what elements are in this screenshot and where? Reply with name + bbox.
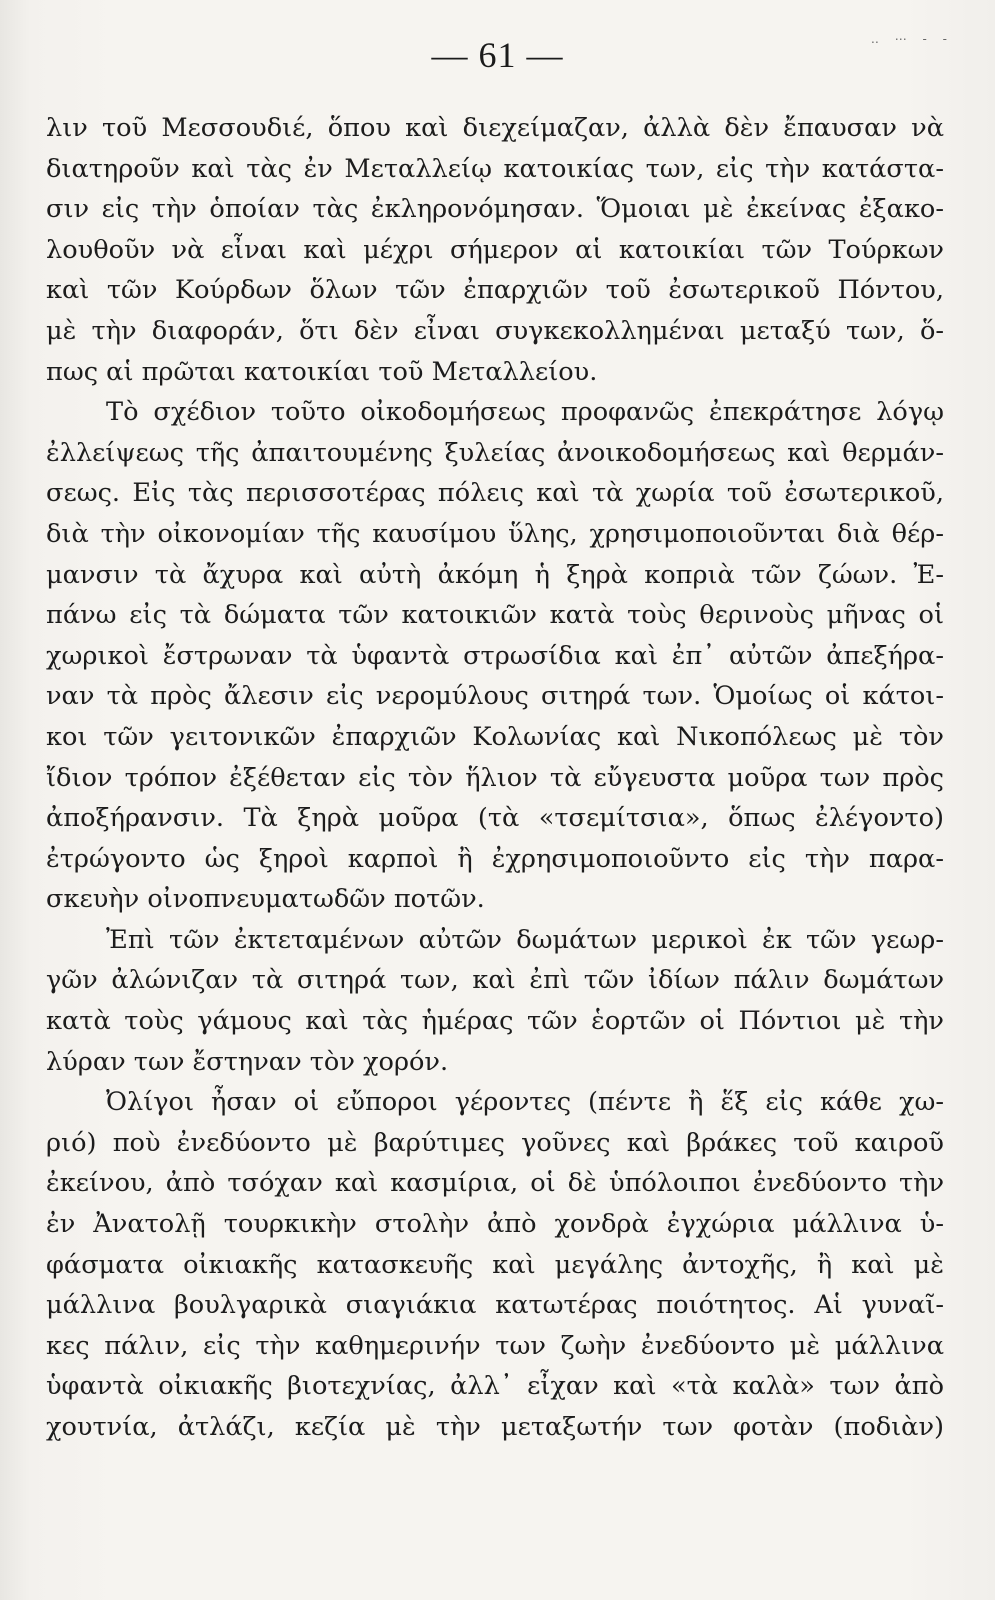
text-line: ριό) ποὺ ἐνεδύοντο μὲ βαρύτιμες γοῦνες καὶ βράκες τοῦ καιροῦ [46, 1127, 944, 1158]
text-line: κατὰ τοὺς γάμους καὶ τὰς ἡμέρας τῶν ἑορτῶν οἱ Πόντιοι μὲ τὴν [46, 1006, 944, 1037]
text-line: πως αἱ πρῶται κατοικίαι τοῦ Μεταλλείου. [46, 356, 598, 387]
text-line: χωρικοὶ ἔστρωναν τὰ ὑφαντὰ στρωσίδια καὶ ἐπ᾽ αὐτῶν ἀπεξήρα- [46, 640, 944, 671]
page-number: — 61 — [431, 35, 564, 75]
text-line: λιν τοῦ Μεσσουδιέ, ὅπου καὶ διεχείμαζαν, ἀλλὰ δὲν ἔπαυσαν νὰ [46, 113, 944, 143]
text-line: χουτνία, ἀτλάζι, κεζία μὲ τὴν μεταξωτήν των φοτὰν (ποδιὰν) [46, 1412, 944, 1442]
text-line: λύραν των ἔστηναν τὸν χορόν. [46, 1046, 449, 1077]
text-line: ἐτρώγοντο ὡς ξηροὶ καρποὶ ἢ ἐχρησιμοποιοῦντο εἰς τὴν παρα- [46, 843, 944, 874]
body-text [46, 108, 944, 1448]
text-line: πάνω εἰς τὰ δώματα τῶν κατοικιῶν κατὰ τοὺς θερινοὺς μῆνας οἱ [46, 600, 944, 631]
text-line: ναν τὰ πρὸς ἄλεσιν εἰς νερομύλους σιτηρά των. Ὁμοίως οἱ κάτοι- [46, 681, 944, 712]
text-line: Ἐπὶ τῶν ἐκτεταμένων αὐτῶν δωμάτων μερικοὶ ἐκ τῶν γεωρ- [106, 924, 944, 955]
text-line: ἀποξήρανσιν. Τὰ ξηρὰ μοῦρα (τὰ «τσεμίτσια», ὅπως ἐλέγοντο) [46, 803, 944, 834]
text-line: καὶ τῶν Κούρδων ὅλων τῶν ἐπαρχιῶν τοῦ ἐσωτερικοῦ Πόντου, [46, 275, 944, 306]
text-line: μάλλινα βουλγαρικὰ σιαγιάκια κατωτέρας ποιότητος. Αἱ γυναῖ- [46, 1290, 944, 1321]
text-line: διατηροῦν καὶ τὰς ἐν Μεταλλείῳ κατοικίας των, εἰς τὴν κατάστα- [46, 153, 944, 184]
text-line: ἐν Ἀνατολῇ τουρκικὴν στολὴν ἀπὸ χονδρὰ ἐγχώρια μάλλινα ὑ- [46, 1209, 944, 1240]
text-line: κες πάλιν, εἰς τὴν καθημερινήν των ζωὴν ἐνεδύοντο μὲ μάλλινα [46, 1330, 944, 1361]
scan-specks: ‥ ⋯ ‐ ‐ [870, 32, 953, 46]
text-line: Ὀλίγοι ἦσαν οἱ εὔποροι γέροντες (πέντε ἢ ἕξ εἰς κάθε χω- [106, 1087, 944, 1118]
text-line: σιν εἰς τὴν ὁποίαν τὰς ἐκληρονόμησαν. Ὅμοιαι μὲ ἐκείνας ἐξακο- [46, 194, 944, 225]
text-line: φάσματα οἰκιακῆς κατασκευῆς καὶ μεγάλης ἀντοχῆς, ἢ καὶ μὲ [46, 1249, 944, 1280]
text-line: Τὸ σχέδιον τοῦτο οἰκοδομήσεως προφανῶς ἐπεκράτησε λόγῳ [106, 397, 944, 428]
text-line: λουθοῦν νὰ εἶναι καὶ μέχρι σήμερον αἱ κατοικίαι τῶν Τούρκων [46, 234, 944, 265]
text-line: μανσιν τὰ ἄχυρα καὶ αὐτὴ ἀκόμη ἡ ξηρὰ κοπριὰ τῶν ζώων. Ἐ- [46, 559, 944, 590]
text-line: γῶν ἀλώνιζαν τὰ σιτηρά των, καὶ ἐπὶ τῶν ἰδίων πάλιν δωμάτων [46, 965, 944, 996]
text-line: ἐκείνου, ἀπὸ τσόχαν καὶ κασμίρια, οἱ δὲ ὑπόλοιποι ἐνεδύοντο τὴν [46, 1168, 944, 1199]
text-line: σεως. Εἰς τὰς περισσοτέρας πόλεις καὶ τὰ χωρία τοῦ ἐσωτερικοῦ, [46, 478, 944, 509]
text-line: ἐλλείψεως τῆς ἀπαιτουμένης ξυλείας ἀνοικοδομήσεως καὶ θερμάν- [46, 437, 944, 468]
text-line: σκευὴν οἰνοπνευματωδῶν ποτῶν. [46, 884, 485, 915]
text-line: ὑφαντὰ οἰκιακῆς βιοτεχνίας, ἀλλ᾽ εἶχαν καὶ «τὰ καλὰ» των ἀπὸ [46, 1371, 944, 1402]
text-line: διὰ τὴν οἰκονομίαν τῆς καυσίμου ὕλης, χρησιμοποιοῦνται διὰ θέρ- [46, 518, 944, 549]
text-line: ἴδιον τρόπον ἐξέθεταν εἰς τὸν ἥλιον τὰ εὔγευστα μοῦρα των πρὸς [46, 762, 944, 793]
text-line: μὲ τὴν διαφοράν, ὅτι δὲν εἶναι συγκεκολλημέναι μεταξύ των, ὅ- [46, 315, 944, 346]
text-line: κοι τῶν γειτονικῶν ἐπαρχιῶν Κολωνίας καὶ Νικοπόλεως μὲ τὸν [46, 721, 944, 752]
